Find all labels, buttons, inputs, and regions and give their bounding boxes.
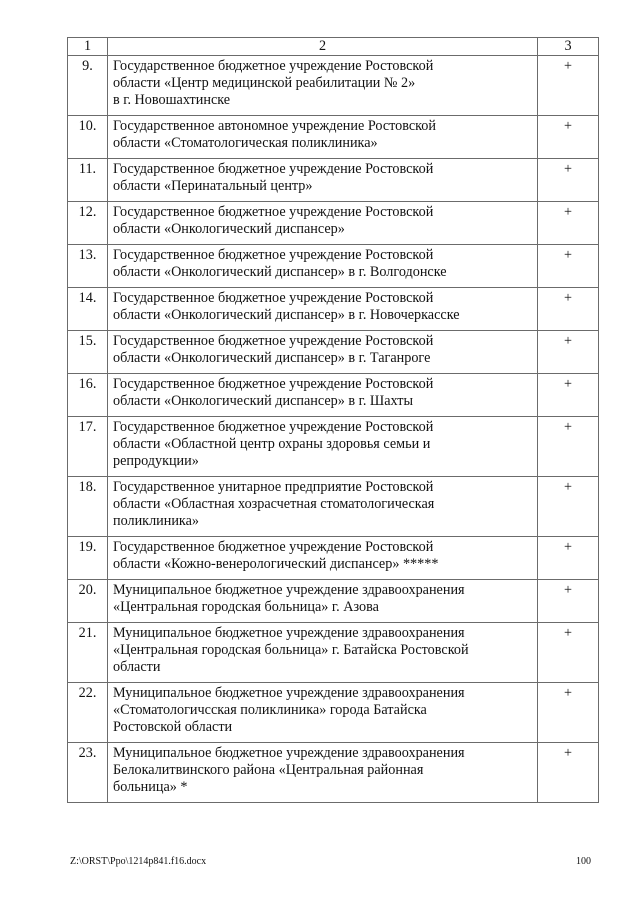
institution-name: Муниципальное бюджетное учреждение здравоохранения «Центральная городская больница» г. Азова [108, 580, 538, 623]
row-number: 10. [68, 116, 108, 159]
table-row [68, 417, 599, 477]
institutions-table [67, 37, 599, 803]
institution-name: Государственное бюджетное учреждение Ростовской области «Онкологический диспансер» в г. Новочеркасске [108, 288, 538, 331]
table-row [68, 202, 599, 245]
row-number: 19. [68, 537, 108, 580]
institution-name: Государственное автономное учреждение Ростовской области «Стоматологическая поликлиника» [108, 116, 538, 159]
row-number: 9. [68, 56, 108, 116]
row-number: 16. [68, 374, 108, 417]
institution-name: Государственное бюджетное учреждение Ростовской области «Онкологический диспансер» в г. Волгодонске [108, 245, 538, 288]
table-row [68, 116, 599, 159]
row-mark: + [538, 683, 599, 743]
institution-name: Государственное бюджетное учреждение Ростовской области «Кожно-венерологический диспансер» ***** [108, 537, 538, 580]
institution-name: Государственное бюджетное учреждение Ростовской области «Центр медицинской реабилитации № 2» в г. Новошахтинске [108, 56, 538, 116]
row-mark: + [538, 245, 599, 288]
row-number: 11. [68, 159, 108, 202]
row-mark: + [538, 56, 599, 116]
table-header-row [68, 38, 599, 56]
row-number: 15. [68, 331, 108, 374]
table-row [68, 537, 599, 580]
row-mark: + [538, 374, 599, 417]
table-row [68, 580, 599, 623]
table-row [68, 477, 599, 537]
row-mark: + [538, 623, 599, 683]
row-number: 23. [68, 743, 108, 803]
institution-name: Государственное унитарное предприятие Ростовской области «Областная хозрасчетная стоматологическая поликлиника» [108, 477, 538, 537]
row-number: 12. [68, 202, 108, 245]
row-mark: + [538, 417, 599, 477]
institution-name: Государственное бюджетное учреждение Ростовской области «Областной центр охраны здоровья семьи и репродукции» [108, 417, 538, 477]
table-row [68, 683, 599, 743]
footer-file-path: Z:\ORST\Ppo\1214p841.f16.docx [70, 856, 207, 867]
table-row [68, 331, 599, 374]
table-row [68, 245, 599, 288]
institution-name: Государственное бюджетное учреждение Ростовской области «Перинатальный центр» [108, 159, 538, 202]
row-number: 14. [68, 288, 108, 331]
table-row [68, 374, 599, 417]
row-number: 18. [68, 477, 108, 537]
institution-name: Муниципальное бюджетное учреждение здравоохранения «Стоматологичсская поликлиника» города Батайска Ростовской области [108, 683, 538, 743]
column-header-name: 2 [108, 38, 538, 56]
row-number: 21. [68, 623, 108, 683]
row-mark: + [538, 116, 599, 159]
footer-page-number: 100 [576, 856, 591, 867]
table-row [68, 56, 599, 116]
row-mark: + [538, 580, 599, 623]
row-mark: + [538, 288, 599, 331]
row-mark: + [538, 202, 599, 245]
column-header-mark: 3 [538, 38, 599, 56]
table-row [68, 159, 599, 202]
row-number: 22. [68, 683, 108, 743]
institution-name: Государственное бюджетное учреждение Ростовской области «Онкологический диспансер» в г. Таганроге [108, 331, 538, 374]
institution-name: Муниципальное бюджетное учреждение здравоохранения Белокалитвинского района «Центральная районная больница» * [108, 743, 538, 803]
institution-name: Государственное бюджетное учреждение Ростовской области «Онкологический диспансер» в г. Шахты [108, 374, 538, 417]
row-mark: + [538, 537, 599, 580]
table-row [68, 288, 599, 331]
row-mark: + [538, 743, 599, 803]
row-mark: + [538, 477, 599, 537]
column-header-number: 1 [68, 38, 108, 56]
institution-name: Муниципальное бюджетное учреждение здравоохранения «Центральная городская больница» г. Батайска Ростовской области [108, 623, 538, 683]
row-number: 20. [68, 580, 108, 623]
row-mark: + [538, 159, 599, 202]
row-number: 13. [68, 245, 108, 288]
row-mark: + [538, 331, 599, 374]
row-number: 17. [68, 417, 108, 477]
table-row [68, 623, 599, 683]
table-row [68, 743, 599, 803]
institution-name: Государственное бюджетное учреждение Ростовской области «Онкологический диспансер» [108, 202, 538, 245]
